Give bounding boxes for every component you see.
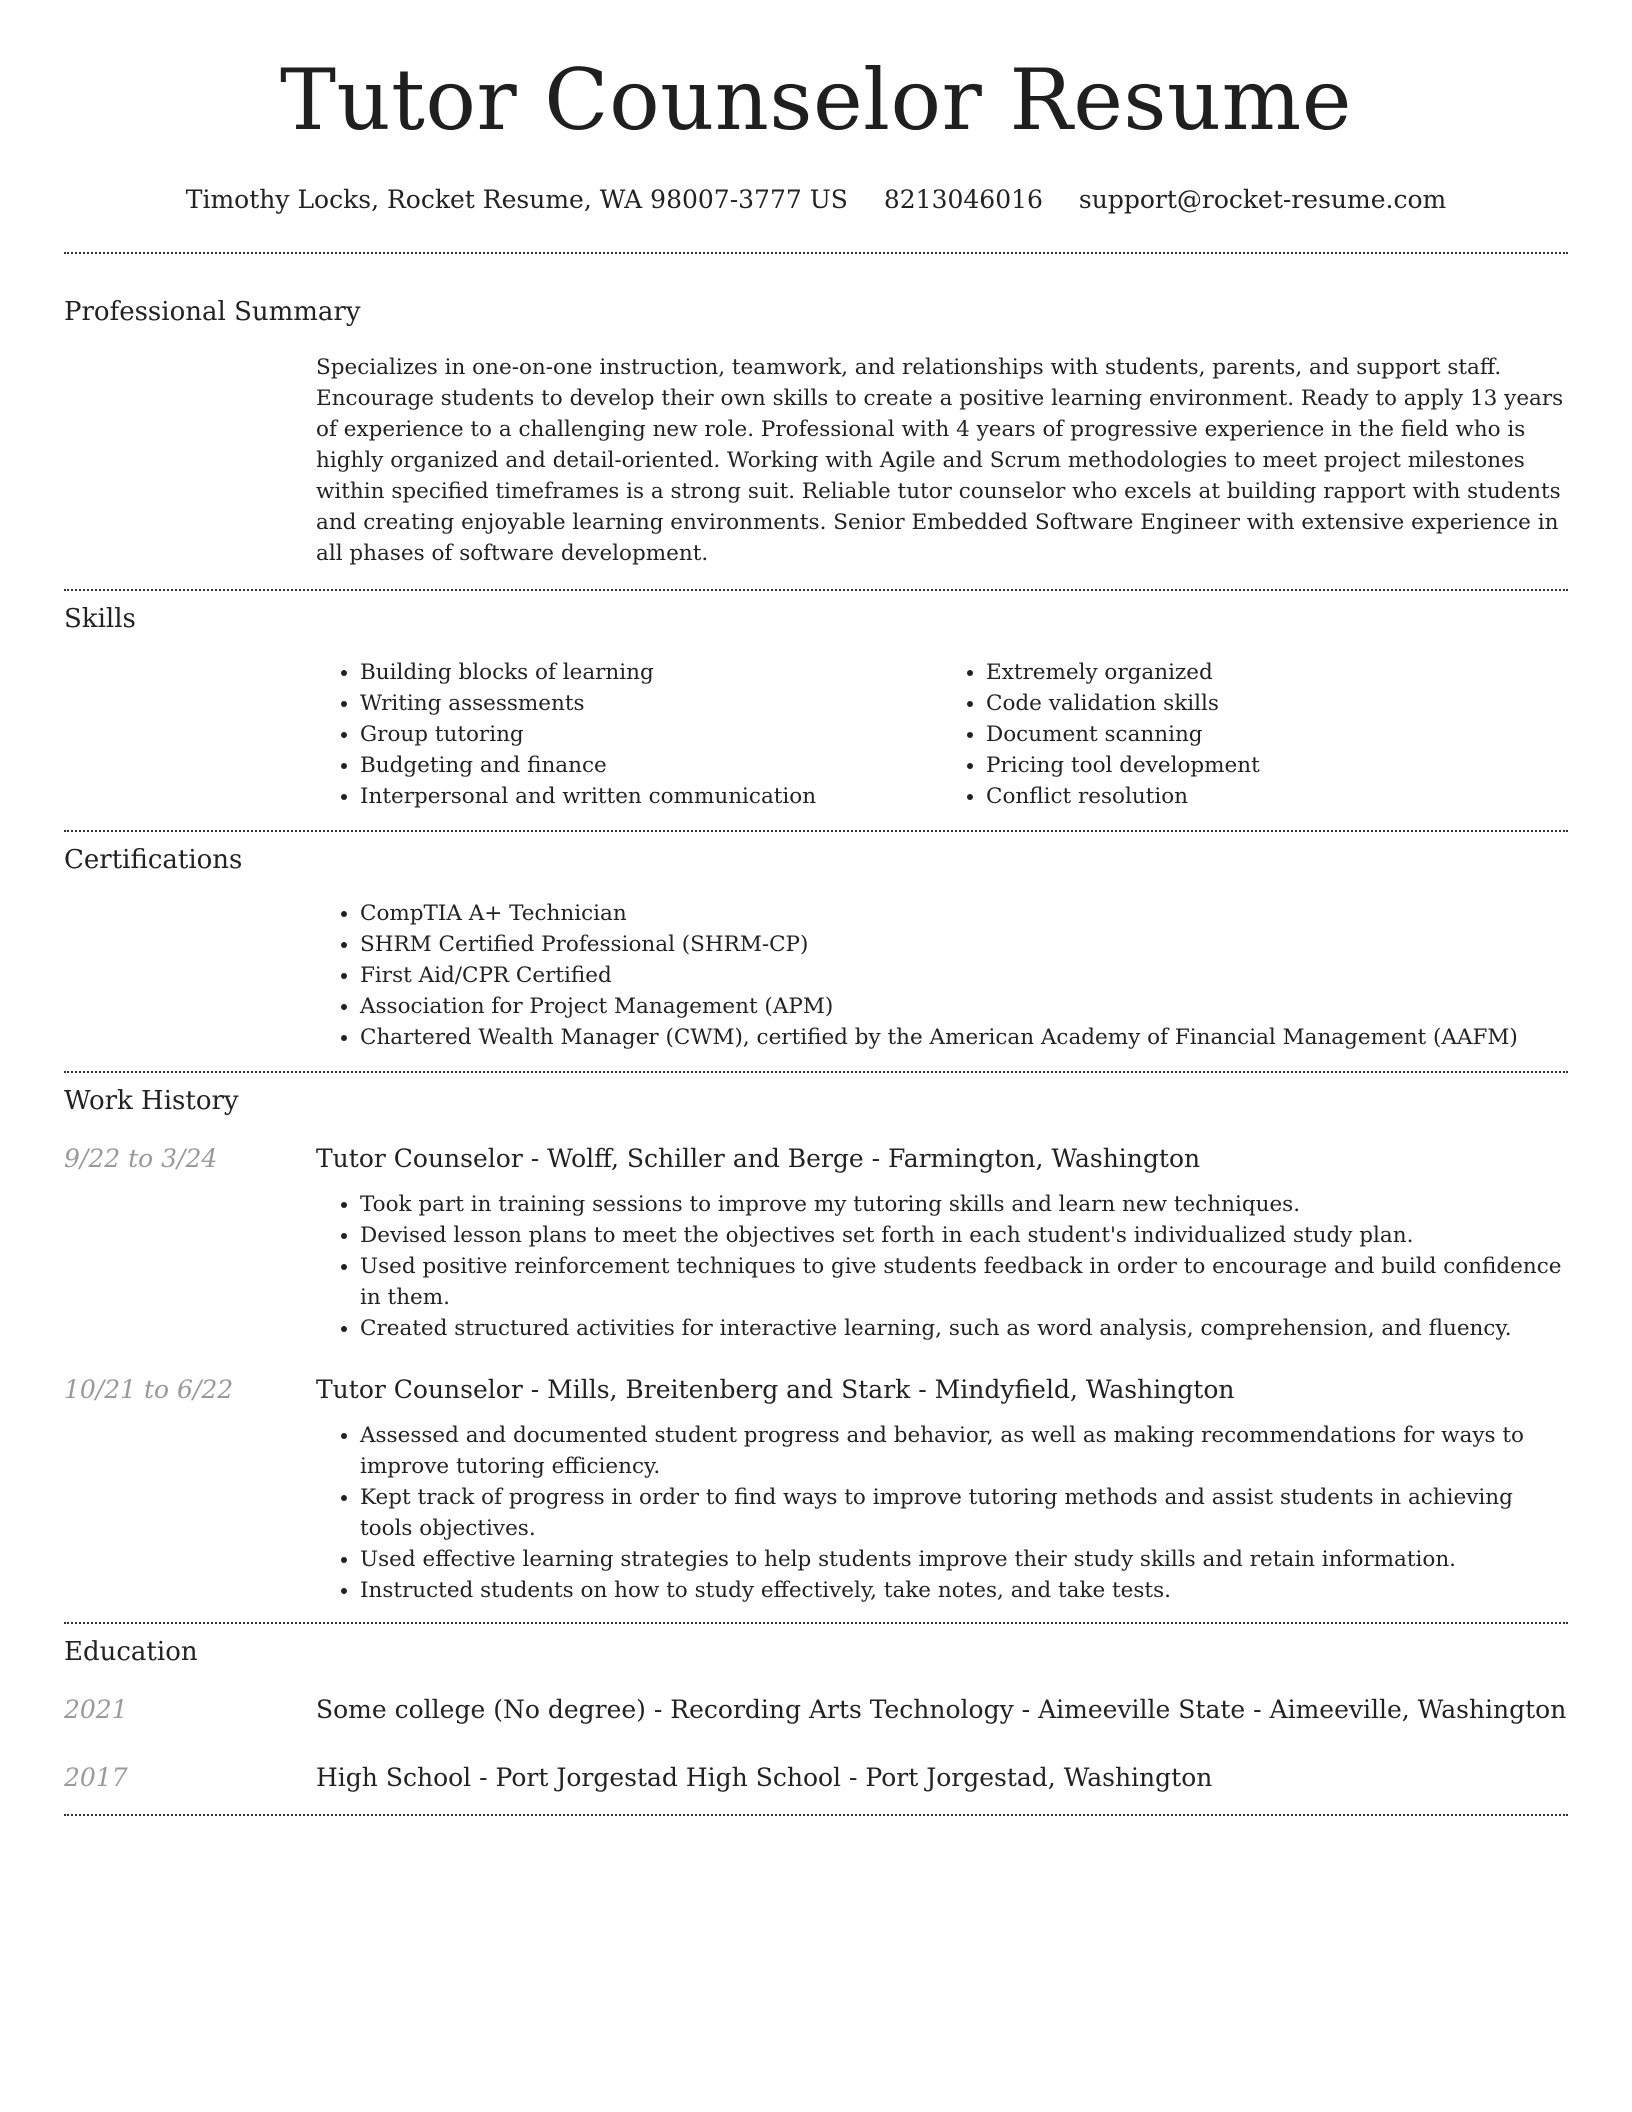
certification-item: • SHRM Certified Professional (SHRM-CP) <box>360 929 1568 960</box>
skill-item: • Conflict resolution <box>986 781 1568 812</box>
job-entry <box>64 1143 1568 1344</box>
education-detail: Some college (No degree) - Recording Arts Technology - Aimeeville State - Aimeeville, Washington <box>316 1695 1567 1724</box>
skill-item: • Budgeting and finance <box>360 750 942 781</box>
divider <box>64 1814 1568 1816</box>
job-entry <box>64 1374 1568 1622</box>
education-detail: High School - Port Jorgestad High School - Port Jorgestad, Washington <box>316 1763 1213 1792</box>
skill-item: • Pricing tool development <box>986 750 1568 781</box>
skills-section <box>64 591 1568 830</box>
job-bullet: • Took part in training sessions to improve my tutoring skills and learn new techniques. <box>360 1189 1568 1220</box>
skill-item: • Extremely organized <box>986 657 1568 688</box>
certifications-section <box>64 832 1568 1071</box>
job-bullet: • Used positive reinforcement techniques to give students feedback in order to encourage and build confidence in them. <box>360 1251 1568 1313</box>
job-bullets <box>316 1420 1568 1606</box>
contact-line <box>64 184 1568 216</box>
education-entry <box>64 1762 1568 1814</box>
education-year: 2021 <box>64 1695 128 1724</box>
job-title: Tutor Counselor - Mills, Breitenberg and Stark - Mindyfield, Washington <box>316 1375 1235 1404</box>
job-bullet: • Created structured activities for interactive learning, such as word analysis, comprehension, and fluency. <box>360 1313 1568 1344</box>
job-bullet: • Devised lesson plans to meet the objectives set forth in each student's individualized study plan. <box>360 1220 1568 1251</box>
certification-item: • Association for Project Management (APM) <box>360 991 1568 1022</box>
job-bullet: • Kept track of progress in order to find ways to improve tutoring methods and assist students in achieving tools objectives. <box>360 1482 1568 1544</box>
summary-text: Specializes in one-on-one instruction, teamwork, and relationships with students, parents, and support staff. Encourage students to develop their own skills to create a positive learning environment. Ready to apply 13 years of experience to a challenging new role. Professional with 4 years of progressive experience in the field who is highly organized and detail-oriented. Working with Agile and Scrum methodologies to meet project milestones within specified timeframes is a strong suit. Reliable tutor counselor who excels at building rapport with students and creating enjoyable learning environments. Senior Embedded Software Engineer with extensive experience in all phases of software development. <box>316 355 1564 566</box>
section-heading-skills: Skills <box>64 604 136 634</box>
section-heading-education: Education <box>64 1637 198 1667</box>
certification-item: • First Aid/CPR Certified <box>360 960 1568 991</box>
job-bullets <box>316 1189 1568 1344</box>
contact-address: Timothy Locks, Rocket Resume, WA 98007-3777 US <box>185 185 848 214</box>
skills-list-right <box>942 657 1568 812</box>
job-dates: 10/21 to 6/22 <box>64 1375 234 1404</box>
work-history-section <box>64 1073 1568 1622</box>
summary-section <box>64 254 1568 589</box>
job-bullet: • Used effective learning strategies to help students improve their study skills and retain information. <box>360 1544 1568 1575</box>
skill-item: • Building blocks of learning <box>360 657 942 688</box>
section-heading-certifications: Certifications <box>64 845 243 875</box>
education-entry <box>64 1694 1568 1726</box>
skill-item: • Code validation skills <box>986 688 1568 719</box>
skill-item: • Group tutoring <box>360 719 942 750</box>
contact-phone: 8213046016 <box>883 185 1043 214</box>
job-bullet: • Instructed students on how to study effectively, take notes, and take tests. <box>360 1575 1568 1606</box>
skills-list-left <box>316 657 942 812</box>
certification-item: • Chartered Wealth Manager (CWM), certified by the American Academy of Financial Management (AAFM) <box>360 1022 1568 1053</box>
education-year: 2017 <box>64 1763 128 1792</box>
skill-item: • Writing assessments <box>360 688 942 719</box>
skill-item: • Interpersonal and written communication <box>360 781 942 812</box>
job-bullet: • Assessed and documented student progress and behavior, as well as making recommendations for ways to improve tutoring efficiency. <box>360 1420 1568 1482</box>
certification-item: • CompTIA A+ Technician <box>360 898 1568 929</box>
education-section <box>64 1624 1568 1814</box>
section-heading-summary: Professional Summary <box>64 297 361 327</box>
page-title: Tutor Counselor Resume <box>280 51 1352 149</box>
job-title: Tutor Counselor - Wolff, Schiller and Berge - Farmington, Washington <box>316 1144 1201 1173</box>
skill-item: • Document scanning <box>986 719 1568 750</box>
contact-email: support@rocket-resume.com <box>1078 185 1447 214</box>
job-dates: 9/22 to 3/24 <box>64 1144 218 1173</box>
section-heading-work-history: Work History <box>64 1086 239 1116</box>
certifications-list <box>316 898 1568 1053</box>
